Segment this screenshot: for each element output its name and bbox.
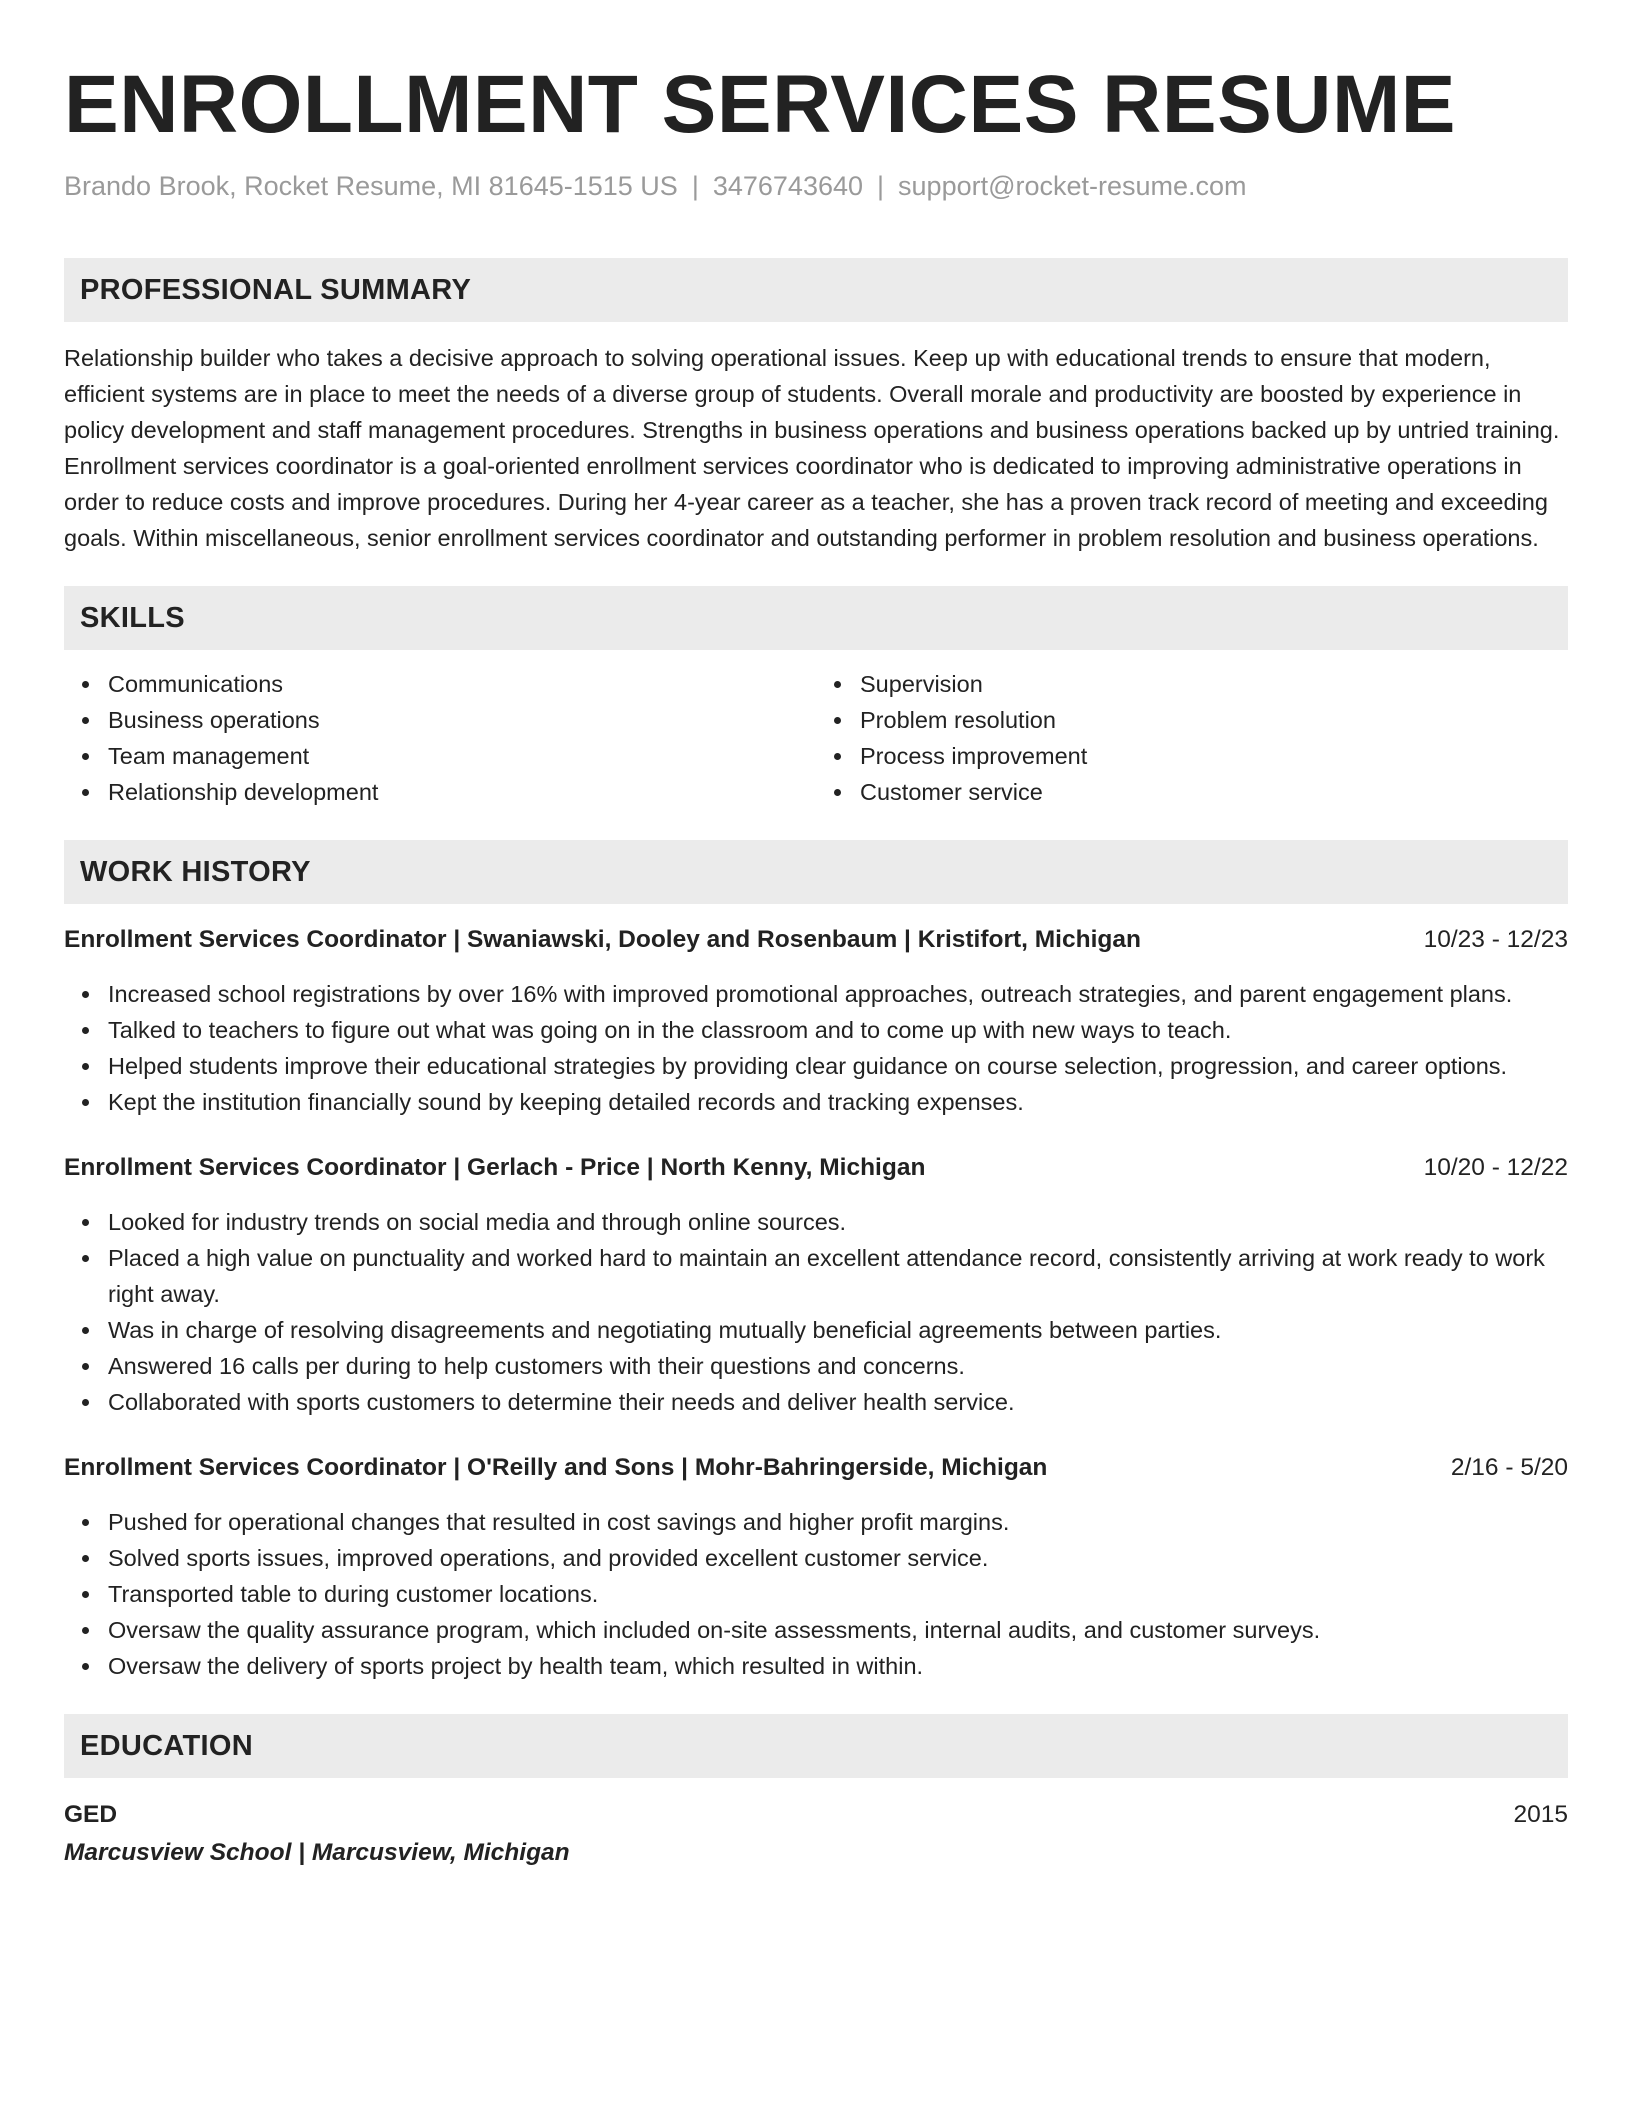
job-title: Enrollment Services Coordinator | Gerlach - Price | North Kenny, Michigan (64, 1154, 926, 1181)
education-degree: GED (64, 1801, 118, 1828)
job-entry (64, 1450, 1568, 1684)
section-heading: EDUCATION (80, 1729, 253, 1762)
skills-column-right (816, 666, 1568, 810)
skill-item: Team management (108, 738, 816, 774)
education-year: 2015 (1513, 1801, 1568, 1828)
skill-item: Business operations (108, 702, 816, 738)
job-title: Enrollment Services Coordinator | O'Reilly and Sons | Mohr-Bahringerside, Michigan (64, 1454, 1048, 1481)
job-bullet: Helped students improve their educational strategies by providing clear guidance on course selection, progression, and career options. (108, 1048, 1568, 1084)
skill-item: Problem resolution (860, 702, 1568, 738)
section-heading: PROFESSIONAL SUMMARY (80, 273, 472, 306)
job-bullets (64, 1204, 1568, 1420)
education-school: Marcusview School | Marcusview, Michigan (64, 1839, 570, 1866)
contact-phone: 3476743640 (712, 171, 864, 201)
job-header (64, 1450, 1568, 1486)
job-bullet: Increased school registrations by over 16% with improved promotional approaches, outreach strategies, and parent engagement plans. (108, 976, 1568, 1012)
job-bullet: Was in charge of resolving disagreements and negotiating mutually beneficial agreements between parties. (108, 1312, 1568, 1348)
job-bullets (64, 976, 1568, 1120)
contact-separator: | (877, 171, 885, 201)
skill-item: Process improvement (860, 738, 1568, 774)
education-entry (64, 1796, 1568, 1872)
job-bullet: Placed a high value on punctuality and worked hard to maintain an excellent attendance record, consistently arriving at work ready to work right away. (108, 1240, 1568, 1312)
section-heading: SKILLS (80, 601, 185, 634)
job-bullet: Pushed for operational changes that resulted in cost savings and higher profit margins. (108, 1504, 1568, 1540)
job-dates: 10/23 - 12/23 (1423, 926, 1568, 953)
resume-title: ENROLLMENT SERVICES RESUME (64, 59, 1456, 150)
skill-item: Communications (108, 666, 816, 702)
section-heading: WORK HISTORY (80, 855, 311, 888)
job-dates: 10/20 - 12/22 (1423, 1154, 1568, 1181)
job-entry (64, 922, 1568, 1120)
job-bullet: Looked for industry trends on social media and through online sources. (108, 1204, 1568, 1240)
contact-email: support@rocket-resume.com (898, 171, 1247, 201)
job-title: Enrollment Services Coordinator | Swaniawski, Dooley and Rosenbaum | Kristifort, Michigan (64, 926, 1141, 953)
job-header (64, 1150, 1568, 1186)
job-bullet: Oversaw the quality assurance program, which included on-site assessments, internal audits, and customer surveys. (108, 1612, 1568, 1648)
summary-text: Relationship builder who takes a decisive approach to solving operational issues. Keep up with educational trends to ensure that modern, efficient systems are in place to meet the needs of a diverse group of students. Overall morale and productivity are boosted by experience in policy development and staff management procedures. Strengths in business operations and business operations backed up by untried training. Enrollment services coordinator is a goal-oriented enrollment services coordinator who is dedicated to improving administrative operations in order to reduce costs and improve procedures. During her 4-year career as a teacher, she has a proven track record of meeting and exceeding goals. Within miscellaneous, senior enrollment services coordinator and outstanding performer in problem resolution and business operations. (64, 345, 1560, 551)
education-header (64, 1796, 1568, 1834)
job-bullets (64, 1504, 1568, 1684)
job-header (64, 922, 1568, 958)
job-bullet: Oversaw the delivery of sports project by health team, which resulted in within. (108, 1648, 1568, 1684)
skills-list (64, 666, 1568, 810)
skill-item: Supervision (860, 666, 1568, 702)
job-bullet: Talked to teachers to figure out what was going on in the classroom and to come up with new ways to teach. (108, 1012, 1568, 1048)
job-bullet: Transported table to during customer locations. (108, 1576, 1568, 1612)
contact-address: Brando Brook, Rocket Resume, MI 81645-1515 US (64, 171, 678, 201)
section-header-work-history (64, 840, 1568, 904)
section-header-summary (64, 258, 1568, 322)
job-dates: 2/16 - 5/20 (1450, 1454, 1568, 1481)
section-header-education (64, 1714, 1568, 1778)
skills-column-left (64, 666, 816, 810)
skill-item: Customer service (860, 774, 1568, 810)
skill-item: Relationship development (108, 774, 816, 810)
section-header-skills (64, 586, 1568, 650)
job-bullet: Kept the institution financially sound by keeping detailed records and tracking expenses. (108, 1084, 1568, 1120)
contact-line (64, 168, 1568, 204)
job-bullet: Answered 16 calls per during to help customers with their questions and concerns. (108, 1348, 1568, 1384)
job-bullet: Solved sports issues, improved operations, and provided excellent customer service. (108, 1540, 1568, 1576)
job-bullet: Collaborated with sports customers to determine their needs and deliver health service. (108, 1384, 1568, 1420)
job-entry (64, 1150, 1568, 1420)
contact-separator: | (691, 171, 699, 201)
